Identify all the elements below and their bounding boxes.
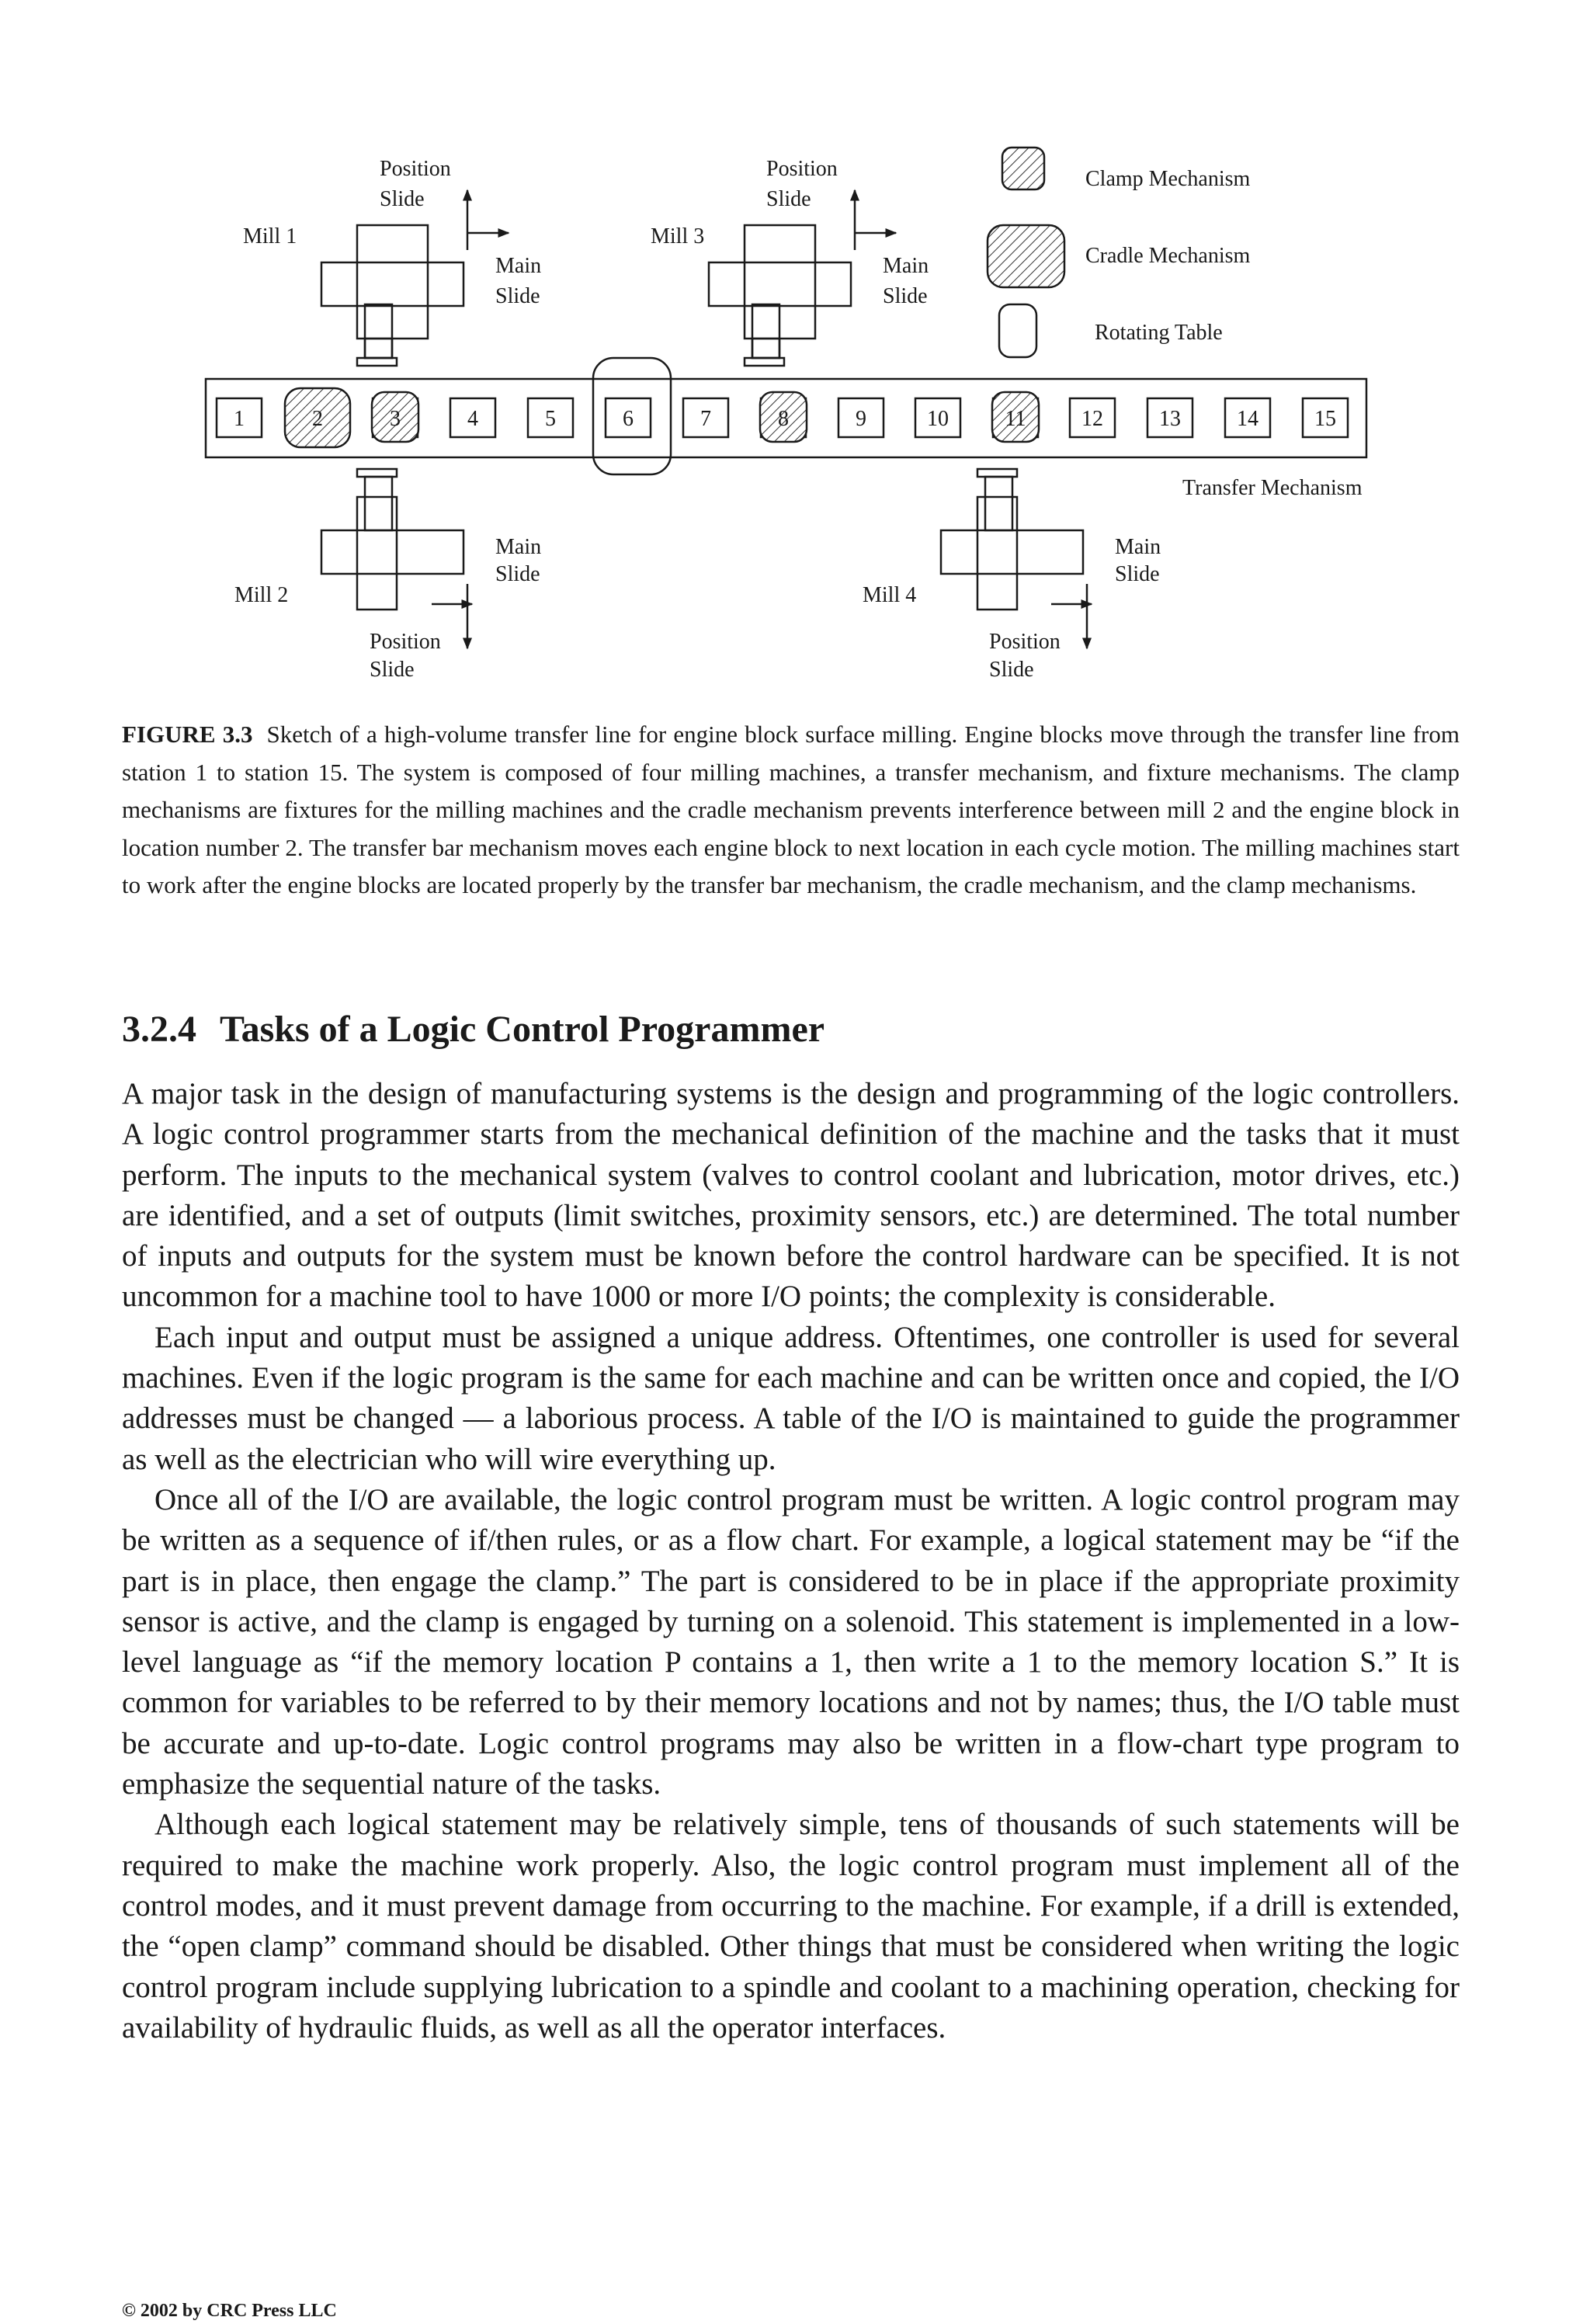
station-number: 8: [778, 407, 789, 431]
mill-3-sketch: [709, 190, 896, 366]
paragraph: Once all of the I/O are available, the logic control program must be written. A logic control program may be written as a sequence of if/then rules, or as a flow chart. For example, a logical statement may be “if the part is in place, then engage the clamp.” The part is considered to be in place if the appropriate proximity sensor is active, and the clamp is engaged by turning on a solenoid. This statement is implemented in a low-level language as “if the memory location P contains a 1, then write a 1 to the memory location S.” It is common for variables to be referred to by their memory locations and not by names; thus, the I/O table must be accurate and up-to-date. Logic control programs may also be written in a flow-chart type program to emphasize the sequential nature of the tasks.: [122, 1482, 1460, 1801]
station-number: 10: [927, 407, 949, 431]
station-number: 12: [1081, 407, 1103, 431]
mill-4-sketch: [941, 469, 1092, 648]
station-number: 3: [390, 407, 401, 431]
body-text: [122, 1074, 1460, 2048]
figure-label: FIGURE 3.3: [122, 721, 253, 748]
main-slide-label: Slide: [883, 284, 928, 308]
position-slide-label: Slide: [989, 658, 1034, 682]
main-slide-label: Slide: [1115, 562, 1160, 586]
section-heading: [122, 1006, 1460, 1053]
position-slide-label: Slide: [370, 658, 415, 682]
section-number: 3.2.4: [122, 1009, 196, 1050]
position-slide-label: Slide: [766, 187, 811, 211]
station-number: 6: [623, 407, 634, 431]
mill-4-label: Mill 4: [863, 583, 917, 607]
station-number: 15: [1314, 407, 1336, 431]
station-number: 1: [234, 407, 245, 431]
mill-2-label: Mill 2: [234, 583, 289, 607]
mill-3-label: Mill 3: [651, 224, 705, 248]
cradle-legend-icon: [988, 225, 1064, 287]
main-slide-label: Main: [883, 254, 929, 278]
mill-1-label: Mill 1: [243, 224, 297, 248]
position-slide-label: Position: [989, 630, 1061, 654]
paragraph: Although each logical statement may be relatively simple, tens of thousands of such statements will be required to make the machine work properly. Also, the logic control program must implement all of the control modes, and it must prevent damage from occurring to the machine. For example, if a drill is extended, the “open clamp” command should be disabled. Other things that must be considered when writing the logic control program include supplying lubrication to a spindle and coolant to a machining operation, checking for availability of hydraulic fluids, as well as all the operator interfaces.: [122, 1808, 1460, 2044]
copyright-footer: © 2002 by CRC Press LLC: [122, 2301, 337, 2321]
main-slide-label: Main: [495, 254, 542, 278]
legend-cradle: Cradle Mechanism: [1085, 244, 1251, 268]
station-number: 5: [545, 407, 556, 431]
clamp-legend-icon: [1002, 148, 1044, 189]
transfer-mechanism-label: Transfer Mechanism: [1182, 476, 1363, 500]
station-number: 2: [312, 407, 323, 431]
legend-clamp: Clamp Mechanism: [1085, 167, 1251, 191]
station-number: 9: [856, 407, 866, 431]
station-number: 14: [1237, 407, 1258, 431]
rotating-table-legend-icon: [999, 304, 1036, 357]
position-slide-label: Position: [380, 157, 451, 181]
position-slide-label: Position: [370, 630, 441, 654]
legend-rotating: Rotating Table: [1095, 321, 1223, 345]
figure-caption: [122, 716, 1460, 905]
main-slide-label: Slide: [495, 562, 540, 586]
main-slide-label: Main: [1115, 535, 1161, 559]
position-slide-label: Position: [766, 157, 838, 181]
section-title: Tasks of a Logic Control Programmer: [220, 1009, 825, 1050]
paragraph: A major task in the design of manufacturing systems is the design and programming of the logic controllers. A logic control programmer starts from the mechanical definition of the machine and the tasks that it must perform. The inputs to the mechanical system (valves to control coolant and lubrication, motor drives, etc.) are identified, and a set of outputs (limit switches, proximity sensors, etc.) are determined. The total number of inputs and outputs for the system must be known before the control hardware can be specified. It is not uncommon for a machine tool to have 1000 or more I/O points; the complexity is considerable.: [122, 1077, 1460, 1314]
station-number: 7: [700, 407, 711, 431]
station-number: 13: [1159, 407, 1181, 431]
figure-caption-text: Sketch of a high-volume transfer line for engine block surface milling. Engine blocks move through the transfer line from station 1 to station 15. The system is composed of four milling machines, a transfer mechanism, and fixture mechanisms. The clamp mechanisms are fixtures for the milling machines and the cradle mechanism prevents interference between mill 2 and the engine block in location number 2. The transfer bar mechanism moves each engine block to next location in each cycle motion. The milling machines start to work after the engine blocks are located properly by the transfer bar mechanism, the cradle mechanism, and the clamp mechanisms.: [122, 721, 1460, 898]
station-number: 11: [1005, 407, 1026, 431]
station-number: 4: [467, 407, 478, 431]
main-slide-label: Main: [495, 535, 542, 559]
transfer-line-figure: [0, 0, 1590, 699]
mill-1-sketch: [321, 190, 509, 366]
position-slide-label: Slide: [380, 187, 425, 211]
mill-2-sketch: [321, 469, 472, 648]
main-slide-label: Slide: [495, 284, 540, 308]
paragraph: Each input and output must be assigned a unique address. Oftentimes, one controller is used for several machines. Even if the logic program is the same for each machine and can be written once and copied, the I/O addresses must be changed — a laborious process. A table of the I/O is maintained to guide the programmer as well as the electrician who will wire everything up.: [122, 1320, 1460, 1476]
